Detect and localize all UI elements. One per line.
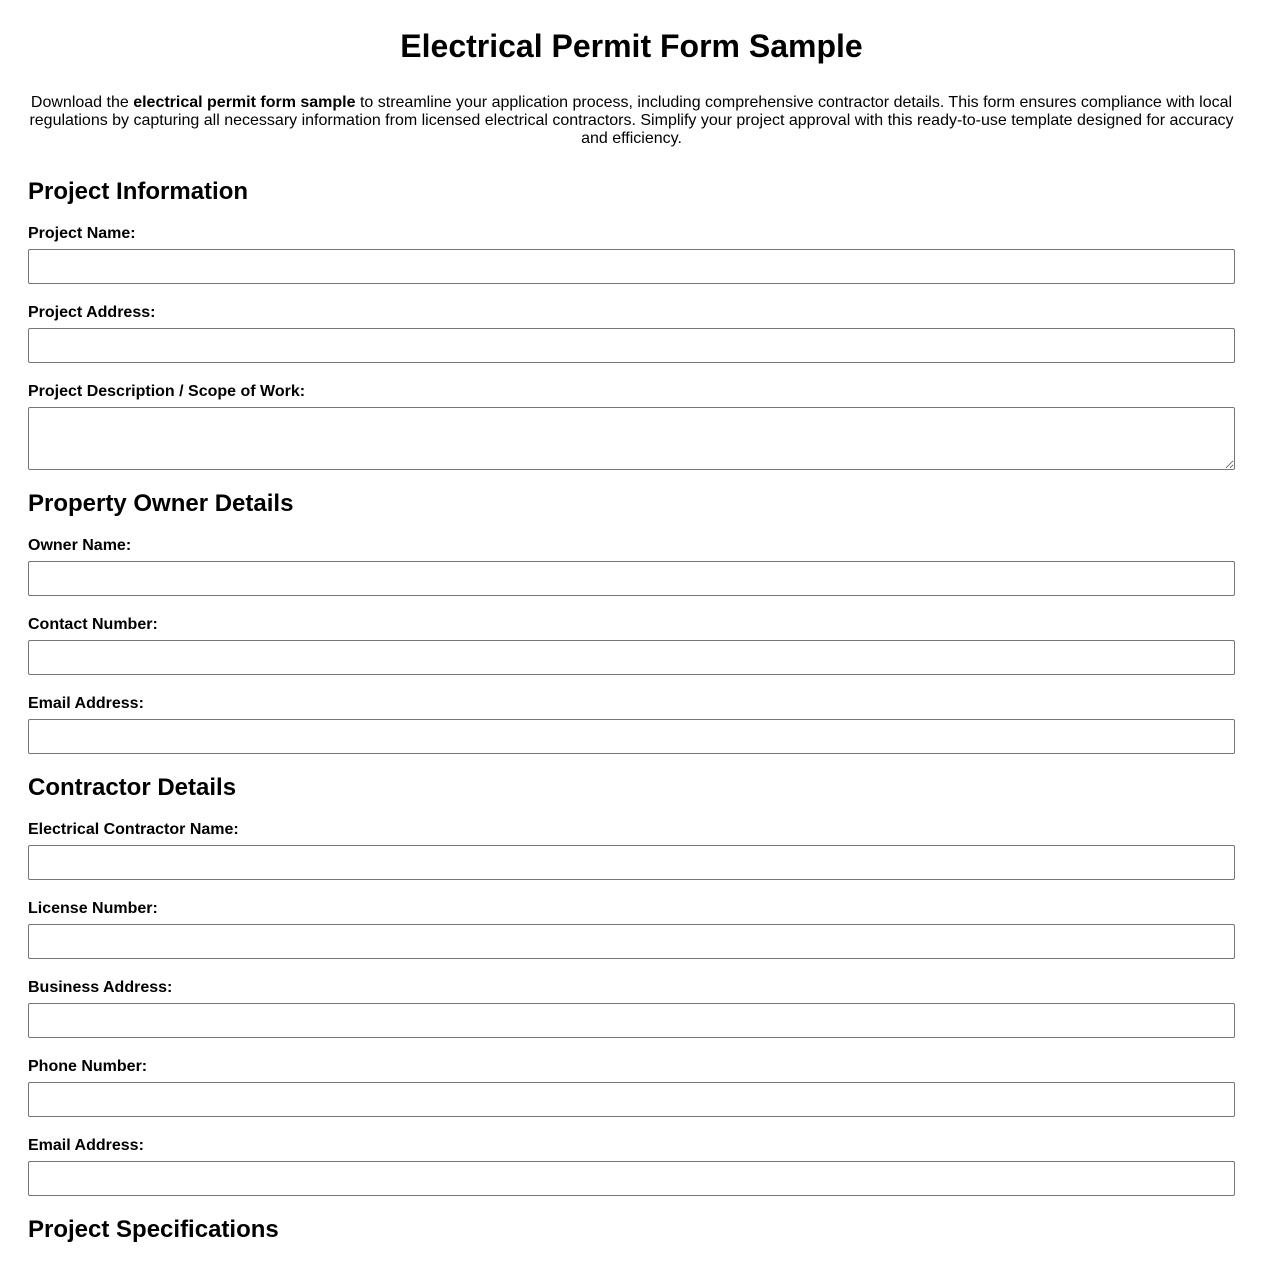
contractor-name-input[interactable] — [28, 845, 1235, 880]
owner-contact-field — [28, 616, 1235, 675]
license-number-input[interactable] — [28, 924, 1235, 959]
contractor-phone-label: Phone Number: — [28, 1058, 148, 1075]
project-address-field — [28, 304, 1235, 363]
owner-email-label: Email Address: — [28, 695, 144, 712]
business-address-input[interactable] — [28, 1003, 1235, 1038]
intro-text: Download the — [30, 94, 134, 111]
intro-bold-text: electrical permit form sample — [133, 94, 356, 111]
project-address-label: Project Address: — [28, 304, 156, 321]
section-heading-owner: Property Owner Details — [28, 490, 294, 517]
license-number-field — [28, 900, 1235, 959]
contractor-email-input[interactable] — [28, 1161, 1235, 1196]
section-heading-specifications: Project Specifications — [28, 1216, 279, 1243]
project-description-label: Project Description / Scope of Work: — [28, 383, 306, 400]
contractor-email-label: Email Address: — [28, 1137, 144, 1154]
contractor-email-field — [28, 1137, 1235, 1196]
business-address-field — [28, 979, 1235, 1038]
contractor-phone-field — [28, 1058, 1235, 1117]
contractor-name-label: Electrical Contractor Name: — [28, 821, 239, 838]
owner-email-input[interactable] — [28, 719, 1235, 754]
project-name-field — [28, 225, 1235, 284]
contractor-phone-input[interactable] — [28, 1082, 1235, 1117]
owner-name-input[interactable] — [28, 561, 1235, 596]
project-name-label: Project Name: — [28, 225, 136, 242]
owner-contact-input[interactable] — [28, 640, 1235, 675]
owner-contact-label: Contact Number: — [28, 616, 158, 633]
section-heading-project: Project Information — [28, 178, 249, 205]
intro-text-rest: to streamline your application process, including comprehensive contractor details. This form ensures compliance with local regulations by capturing all necessary information from licensed electrical contractors. Simplify your project approval with this ready-to-use template designed for accuracy and efficiency. — [29, 94, 1234, 147]
owner-email-field — [28, 695, 1235, 754]
page-title: Electrical Permit Form Sample — [400, 28, 863, 64]
business-address-label: Business Address: — [28, 979, 173, 996]
intro-paragraph — [28, 94, 1235, 148]
project-description-textarea[interactable] — [28, 407, 1235, 470]
project-description-field — [28, 383, 1235, 470]
owner-name-field — [28, 537, 1235, 596]
project-name-input[interactable] — [28, 249, 1235, 284]
section-heading-contractor: Contractor Details — [28, 774, 237, 801]
owner-name-label: Owner Name: — [28, 537, 132, 554]
contractor-name-field — [28, 821, 1235, 880]
license-number-label: License Number: — [28, 900, 158, 917]
project-address-input[interactable] — [28, 328, 1235, 363]
